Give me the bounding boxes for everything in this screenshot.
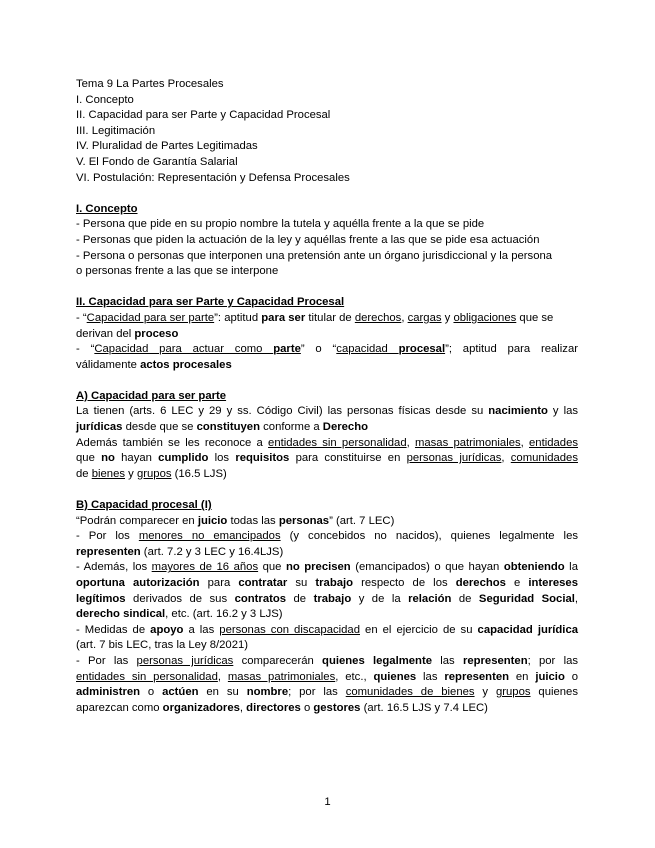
paragraph-line: - Además, los mayores de 16 años que no precisen (emancipados) o que hayan obteniendo la (76, 561, 578, 574)
paragraph-line: - Por las personas jurídicas comparecerán quienes legalmente las representen; por las (76, 654, 579, 667)
index-item: II. Capacidad para ser Parte y Capacidad Procesal (76, 109, 331, 122)
index-item: VI. Postulación: Representación y Defensa Procesales (76, 171, 350, 184)
paragraph-line: aparezcan como organizadores, directores o gestores (art. 16.5 LJS y 7.4 LEC) (76, 701, 488, 714)
paragraph-line: - Persona o personas que interponen una pretensión ante un órgano jurisdiccional y la persona (76, 249, 553, 262)
section-concepto (76, 202, 578, 280)
index-item: I. Concepto (76, 93, 134, 106)
section-heading: B) Capacidad procesal (I) (76, 499, 212, 512)
index-title: Tema 9 La Partes Procesales (76, 78, 224, 90)
index-item: V. El Fondo de Garantía Salarial (76, 155, 238, 168)
paragraph-line: válidamente actos procesales (76, 358, 232, 371)
paragraph-line: legítimos derivados de sus contratos de trabajo y de la relación de Seguridad Social, (76, 592, 579, 605)
paragraph-line: (art. 7 bis LEC, tras la Ley 8/2021) (76, 639, 249, 652)
paragraph-line: entidades sin personalidad, masas patrimoniales, etc., quienes las representen en juicio o (76, 670, 578, 683)
section-heading: I. Concepto (76, 202, 138, 215)
paragraph-line: - “Capacidad para ser parte”: aptitud para ser titular de derechos, cargas y obligaciones que se (76, 311, 554, 324)
document-body (76, 77, 578, 716)
section-capacidad-ser-parte (76, 389, 578, 483)
paragraph-line: o personas frente a las que se interpone (76, 265, 279, 278)
paragraph-line: administren o actúen en su nombre; por las comunidades de bienes y grupos quienes (76, 686, 578, 699)
paragraph-line: Además también se les reconoce a entidades sin personalidad, masas patrimoniales, entidades (76, 436, 579, 449)
paragraph-line: derivan del proceso (76, 327, 179, 340)
topic-index (76, 77, 578, 186)
section-capacidad-procesal (76, 498, 578, 716)
section-heading: A) Capacidad para ser parte (76, 389, 227, 402)
paragraph-line: de bienes y grupos (16.5 LJS) (76, 467, 227, 480)
paragraph-line: La tienen (arts. 6 LEC y 29 y ss. Código Civil) las personas físicas desde su nacimiento y las (76, 405, 579, 418)
page-number: 1 (324, 796, 331, 808)
paragraph-line: representen (art. 7.2 y 3 LEC y 16.4LJS) (76, 545, 284, 558)
paragraph-line: - Persona que pide en su propio nombre la tutela y aquélla frente a la que se pide (76, 218, 485, 231)
paragraph-line: “Podrán comparecer en juicio todas las personas” (art. 7 LEC) (76, 514, 395, 527)
paragraph-line: jurídicas desde que se constituyen conforme a Derecho (76, 421, 369, 434)
section-heading: II. Capacidad para ser Parte y Capacidad Procesal (76, 296, 345, 309)
index-item: III. Legitimación (76, 124, 156, 137)
paragraph-line: - Personas que piden la actuación de la ley y aquéllas frente a las que se pide esa actuación (76, 233, 540, 246)
paragraph-line: que no hayan cumplido los requisitos para constituirse en personas jurídicas, comunidades (76, 452, 578, 465)
paragraph-line: - Por los menores no emancipados (y concebidos no nacidos), quienes legalmente les (76, 530, 578, 543)
paragraph-line: derecho sindical, etc. (art. 16.2 y 3 LJS) (76, 608, 283, 621)
section-capacidad (76, 295, 578, 373)
paragraph-line: - Medidas de apoyo a las personas con discapacidad en el ejercicio de su capacidad jurídica (76, 623, 579, 636)
index-item: IV. Pluralidad de Partes Legitimadas (76, 140, 258, 153)
paragraph-line: - “Capacidad para actuar como parte” o “capacidad procesal”; aptitud para realizar (76, 343, 578, 356)
paragraph-line: oportuna autorización para contratar su trabajo respecto de los derechos e intereses (76, 577, 578, 589)
